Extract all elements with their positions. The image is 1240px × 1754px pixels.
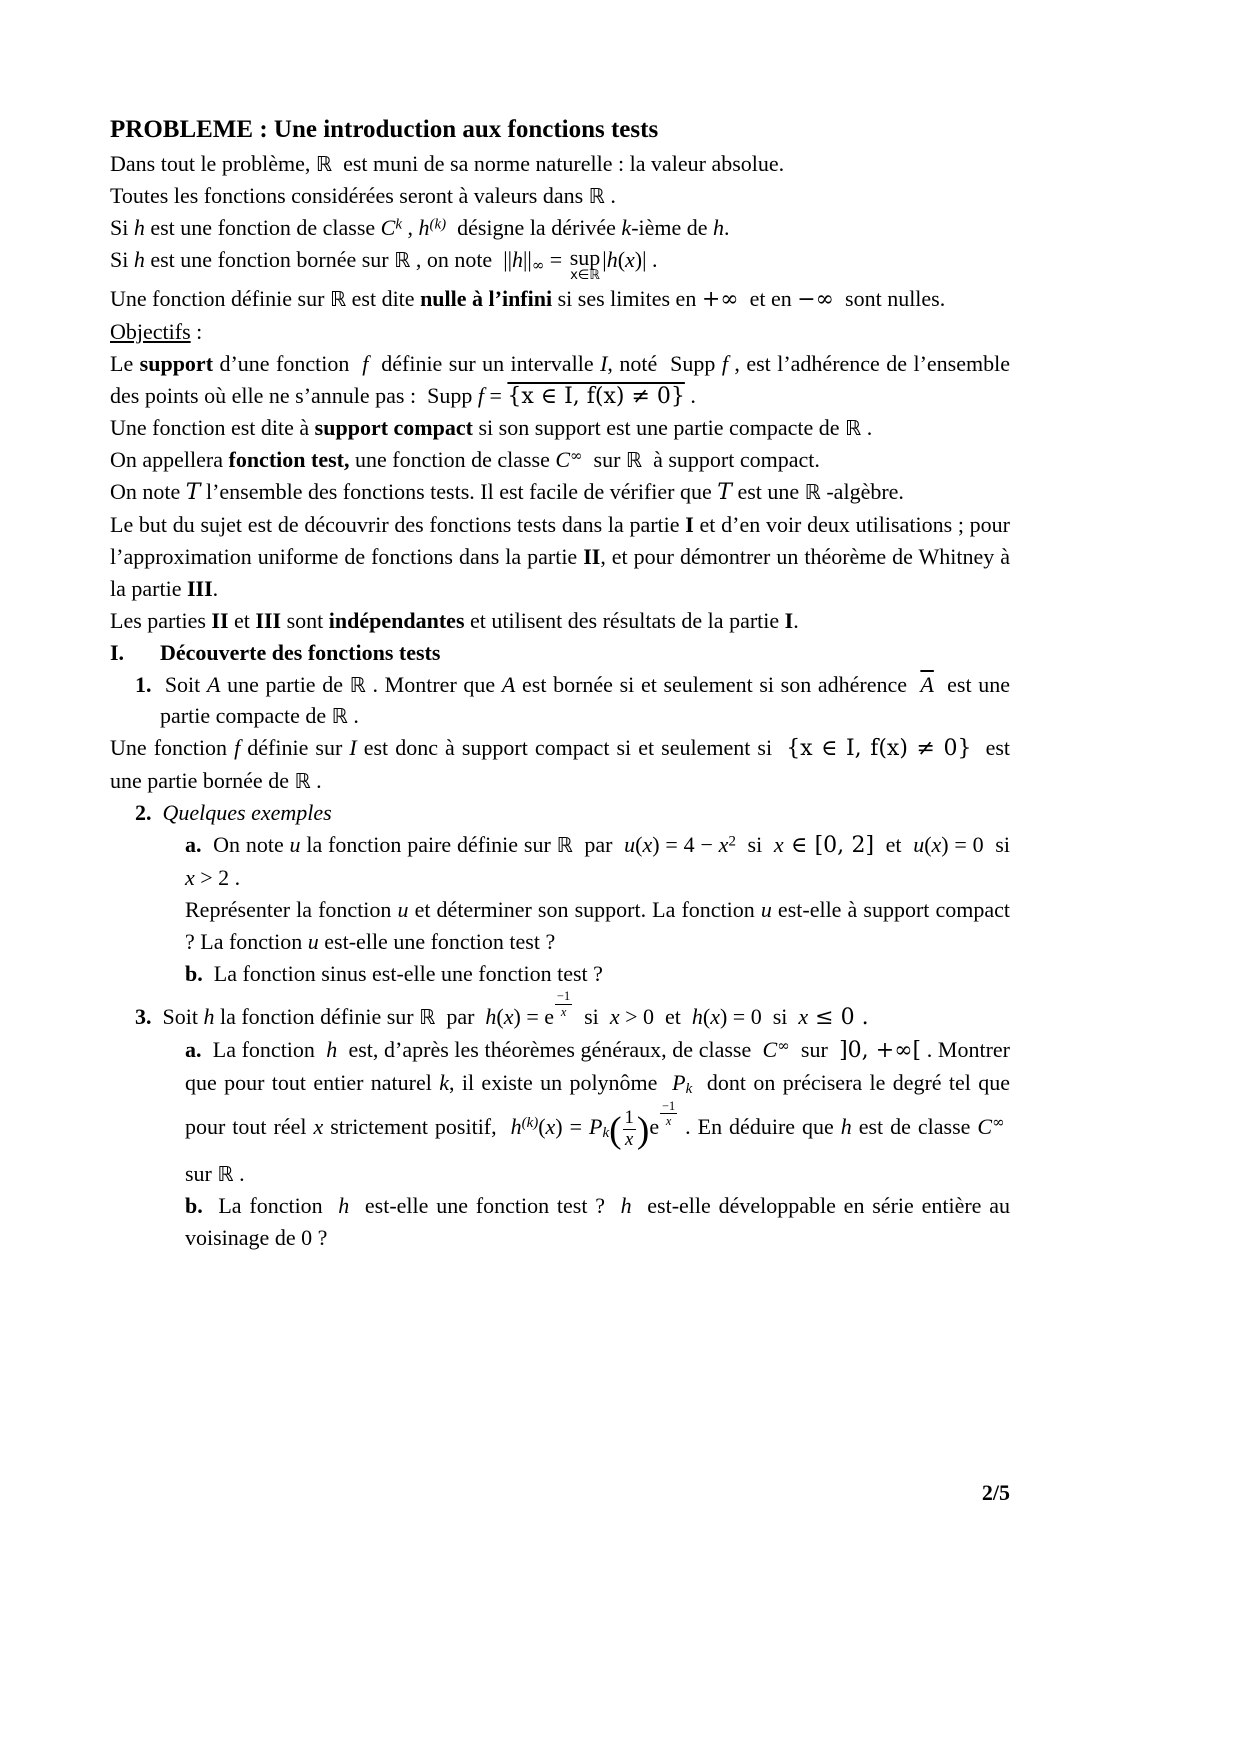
text-run: Découverte des fonctions tests (160, 639, 441, 665)
math-fraction (554, 989, 573, 1018)
text-run: ℝ (217, 1162, 234, 1187)
page-number: 2/5 (981, 1480, 1010, 1505)
text-run: I (349, 735, 357, 761)
text-run: x (609, 1004, 620, 1030)
definition-fonction-test: On appellera fonction test, une fonction de classe C∞ sur ℝ à support compact. (110, 446, 820, 473)
question-3b: b. La fonction h est-elle une fonction test ? h est-elle développable en série entière au voisinage de 0 ? (185, 1193, 1010, 1250)
limit-stack (570, 246, 601, 283)
question-2a: a. On note u la fonction paire définie sur ℝ par $u(x) = 4 - x^2$ si x ∈ [0, 2] et u(x) = 0 si x > 2 . (185, 832, 1010, 890)
text-run: h (338, 1193, 350, 1219)
overline-text: $\overline{A}$ (920, 671, 934, 697)
text-run: III (186, 575, 213, 601)
text-run: 3. (135, 1004, 152, 1030)
parties-independantes: Les parties II et III sont indépendantes et utilisent des résultats de la partie I. (110, 607, 799, 633)
text-run: indépendantes (328, 607, 465, 633)
text-run: ℝ (394, 247, 411, 272)
text-run: f (721, 350, 728, 376)
text-run: +∞ (701, 286, 739, 312)
fraction-numerator: −1 (662, 1098, 676, 1113)
text-run: support compact (314, 415, 473, 441)
intro-line: Si h est une fonction de classe $C^k$ , $h^{(k)}$ désigne la dérivée k-ième de h. (110, 215, 730, 241)
text-run: A (501, 671, 516, 697)
text-run: I (784, 607, 794, 633)
text-run: C (762, 1037, 778, 1063)
math-fraction (659, 1099, 678, 1128)
text-run: f (477, 382, 484, 408)
fraction-denominator: x (665, 1114, 672, 1129)
text-run: T (717, 480, 732, 506)
superscript: (k) (429, 216, 447, 233)
text-run: u (289, 832, 301, 858)
text-run: ℝ (349, 672, 366, 697)
superscript: ∞ (992, 1112, 1005, 1131)
text-run: 2. (135, 800, 152, 826)
text-run: h (840, 1113, 852, 1139)
text-run: ℝ (625, 448, 643, 473)
text-run: x (625, 246, 635, 272)
text-run: fonction test, (228, 447, 350, 473)
text-run: x (798, 1004, 809, 1030)
text-run: a. (185, 1037, 202, 1063)
text-run: ℝ (315, 152, 333, 177)
text-run: x (773, 832, 784, 858)
subscript: k (602, 1124, 610, 1141)
text-run: f (234, 735, 241, 761)
big-paren: ) (636, 1109, 650, 1151)
text-run: k (621, 215, 632, 241)
superscript: (k) (521, 1114, 539, 1131)
text-run: I. (110, 639, 125, 665)
question-2 (110, 797, 1010, 829)
text-run: Quelques exemples (162, 800, 332, 826)
text-run: I (600, 350, 608, 376)
text-run: ℝ (556, 833, 573, 858)
text-run: u (913, 832, 925, 858)
text-run: h (326, 1037, 338, 1063)
section-heading-1 (110, 637, 1010, 669)
question-1: 1. Soit A une partie de ℝ . Montrer que A est bornée si et seulement si son adhérence $\overline{A}$ est une partie compacte de ℝ . (135, 671, 1011, 729)
text-run: u (397, 896, 409, 922)
text-run: ℝ (331, 704, 348, 729)
text-run: nulle à l’infini (420, 285, 553, 311)
text-run: C (380, 215, 396, 241)
text-run: x (931, 832, 942, 858)
text-run: Objectifs (110, 318, 191, 344)
fraction-numerator: −1 (557, 989, 571, 1004)
text-run: h (485, 1004, 497, 1030)
text-run: C (977, 1113, 993, 1139)
text-run: T (185, 480, 201, 506)
fraction-denominator: x (560, 1004, 567, 1019)
text-run: f (362, 350, 369, 376)
text-run: a. (185, 832, 202, 858)
text-run: u (760, 896, 772, 922)
text-run: ℝ (294, 769, 311, 794)
text-run: x (185, 864, 195, 890)
but-du-sujet: Le but du sujet est de découvrir des fonctions tests dans la partie I et d’en voir deux utilisations ; pour l’approximation uniforme de fonctions dans la partie II, et pour démontrer un théorème de Whitney à la partie III. (110, 512, 1011, 601)
text-run: h (203, 1004, 215, 1030)
text-run: ℝ (845, 416, 862, 441)
text-run: ℝ (804, 480, 821, 505)
note-ensemble-T: On note T l’ensemble des fonctions tests. Il est facile de vérifier que T est une ℝ -algèbre. (110, 479, 904, 506)
text-run: ≤ 0 . (808, 1005, 869, 1031)
document-title (110, 112, 1010, 148)
text-run: b. (185, 1193, 203, 1219)
superscript: ∞ (777, 1036, 790, 1055)
text-run: III (255, 607, 282, 633)
text-run: ℝ (329, 286, 347, 311)
text-run: II (211, 607, 229, 633)
text-run: {x ∈ I, f(x) ≠ 0} (786, 736, 972, 762)
text-run: h (418, 215, 430, 241)
text-run: ]0, +∞[ (839, 1038, 922, 1064)
question-2b: b. La fonction sinus est-elle une fonction test ? (185, 960, 603, 986)
math-fraction (622, 1108, 637, 1150)
text-run: h (510, 1113, 522, 1139)
text-run: x (718, 832, 729, 858)
text-run: ℝ (588, 184, 605, 209)
stack-top: sup (569, 244, 601, 270)
objectifs-heading: Objectifs : (110, 318, 203, 344)
subscript: k (685, 1081, 693, 1097)
text-run: h (713, 215, 725, 241)
text-run: h (133, 215, 145, 241)
document-content (110, 112, 1010, 1254)
intro-line: Si h est une fonction bornée sur ℝ , on note $||h||_\infty$ = sup x∈ℝ |h(x)| . (110, 244, 658, 284)
text-run: C (555, 447, 571, 473)
stack-bottom: x∈ℝ (570, 268, 600, 284)
text-run: ∈ (783, 833, 815, 859)
text-run: −∞ (797, 286, 835, 312)
text-run: h (620, 1193, 632, 1219)
big-paren: ( (609, 1109, 622, 1151)
text-run: P (588, 1113, 603, 1139)
fraction-denominator: x (625, 1128, 634, 1150)
fraction-numerator: 1 (624, 1107, 634, 1129)
text-run: b. (185, 960, 203, 986)
text-run: 1. (135, 671, 152, 697)
text-run: ℝ (419, 1005, 436, 1030)
text-run: support (139, 350, 214, 376)
definition-nulle-infini: Une fonction définie sur ℝ est dite nulle à l’infini si ses limites en +∞ et en −∞ sont nulles. (110, 285, 946, 312)
question-3a: a. La fonction h est, d’après les théorèmes généraux, de classe C∞ sur ]0, +∞[ . Montrer que pour tout entier naturel k, il existe un polynôme $P_k$ dont on précisera le degré tel que pour tout réel x strictement positif, $h^{(k)}(x) = P_k$( $\frac{1}{x}$ )e $\frac{-1}{x}$ . En déduire que h est de classe C∞ sur ℝ . (185, 1036, 1011, 1187)
subscript: ∞ (531, 255, 545, 274)
text-run: II (583, 544, 601, 569)
text-run: u (624, 832, 636, 858)
text-run: I (685, 512, 694, 538)
text-run: x (503, 1004, 514, 1030)
text-run: PROBLEME : Une introduction aux fonctions tests (110, 116, 659, 143)
question-2a-suite: Représenter la fonction u et déterminer son support. La fonction u est-elle à support compact ? La fonction u est-elle une fonction test ? (185, 896, 1010, 954)
text-run: h (606, 246, 618, 272)
text-run: h (133, 246, 145, 272)
overline-text: {x ∈ I, f(x) ≠ 0} (507, 383, 685, 409)
definition-support: Le support d’une fonction f définie sur un intervalle I, noté Supp f , est l’adhérence de l’ensemble des points où elle ne s’annule pas : Supp f = {x ∈ I, f(x) ≠ 0} . (110, 350, 1010, 409)
definition-support-compact: Une fonction est dite à support compact si son support est une partie compacte de ℝ . (110, 415, 873, 441)
question-3: 3. Soit h la fonction définie sur ℝ par h(x) = e $\frac{-1}{x}$ si x > 0 et h(x) = 0 si x ≤ 0 . (135, 989, 869, 1031)
text-run: h (512, 246, 524, 272)
text-run: [0, 2] (814, 833, 875, 859)
text-run: x (545, 1113, 556, 1139)
superscript: 2 (728, 833, 736, 850)
intro-line: Toutes les fonctions considérées seront à valeurs dans ℝ . (110, 183, 616, 209)
text-run: h (691, 1004, 703, 1030)
text-run: x (710, 1004, 720, 1030)
text-run: x (642, 832, 653, 858)
intro-line: Dans tout le problème, ℝ est muni de sa norme naturelle : la valeur absolue. (110, 151, 785, 177)
text-run: P (672, 1070, 686, 1096)
text-run: k (439, 1070, 449, 1096)
superscript: ∞ (570, 446, 583, 465)
superscript: k (395, 216, 402, 233)
question-1-suite: Une fonction f définie sur I est donc à support compact si et seulement si {x ∈ I, f(x) ≠ 0} est une partie bornée de ℝ . (110, 735, 1011, 794)
text-run: A (206, 671, 221, 697)
text-run: u (307, 928, 319, 954)
text-run: x (313, 1113, 324, 1139)
